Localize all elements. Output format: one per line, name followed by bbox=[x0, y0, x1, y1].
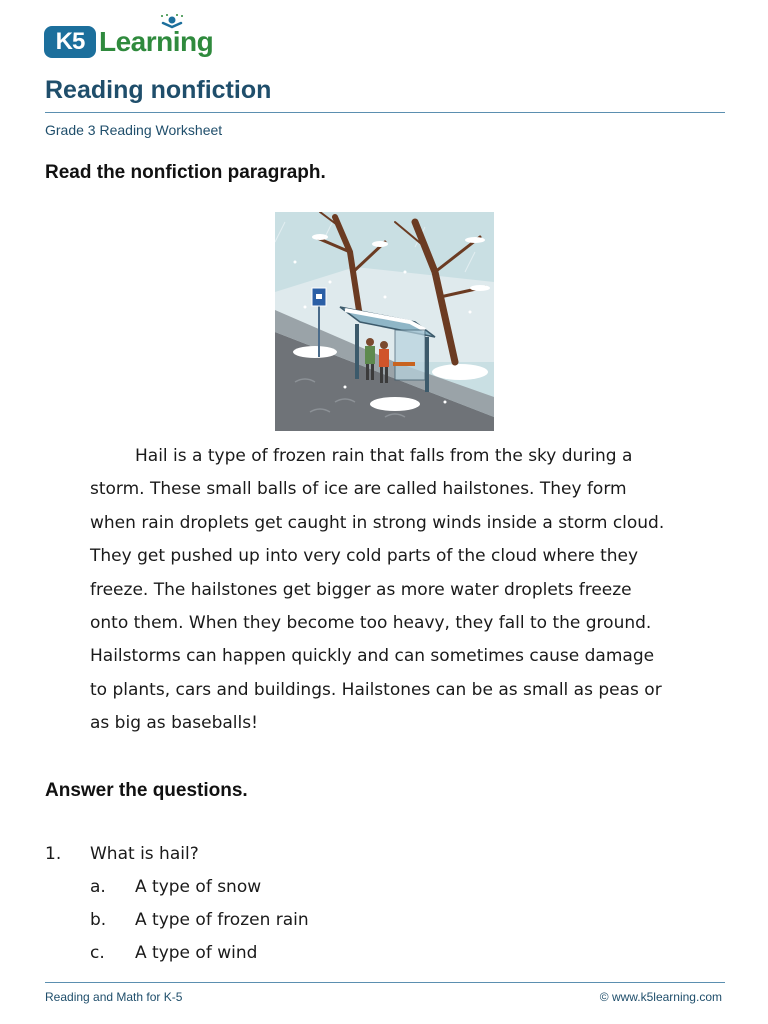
option-text: A type of frozen rain bbox=[135, 910, 309, 930]
answer-option-a[interactable] bbox=[45, 871, 685, 904]
question-1 bbox=[45, 838, 685, 970]
option-text: A type of wind bbox=[135, 943, 258, 963]
answer-option-c[interactable] bbox=[45, 937, 685, 970]
header-divider bbox=[45, 112, 725, 113]
logo-wordmark: Learning bbox=[99, 26, 214, 57]
option-letter: c. bbox=[90, 943, 105, 963]
k5-learning-logo bbox=[44, 14, 219, 62]
page-title: Reading nonfiction bbox=[45, 76, 272, 104]
read-instruction: Read the nonfiction paragraph. bbox=[45, 162, 326, 183]
footer-divider bbox=[45, 982, 725, 983]
question-stem bbox=[45, 838, 685, 871]
logo-figure-icon bbox=[157, 14, 187, 36]
question-text: What is hail? bbox=[90, 844, 199, 864]
logo-badge: K5 bbox=[44, 26, 96, 58]
option-letter: a. bbox=[90, 877, 106, 897]
option-text: A type of snow bbox=[135, 877, 262, 897]
option-letter: b. bbox=[90, 910, 107, 930]
footer-website-link[interactable]: © www.k5learning.com bbox=[599, 990, 722, 1004]
nonfiction-paragraph: Hail is a type of frozen rain that falls from the sky during a storm. These small balls of ice are called hailstones. They form when rain droplets get caught in strong winds inside a storm cloud. They get pushed up into very cold parts of the cloud where they freeze. The hailstones get bigger as more water droplets freeze onto them. When they become too heavy, they fall to the ground. Hailstorms can happen quickly and can sometimes cause damage to plants, cars and buildings. Hailstones can be as small as peas or as big as baseballs! bbox=[90, 446, 665, 734]
answer-option-b[interactable] bbox=[45, 904, 685, 937]
footer-tagline: Reading and Math for K-5 bbox=[45, 990, 183, 1004]
answer-instruction: Answer the questions. bbox=[45, 780, 248, 801]
question-number: 1. bbox=[45, 844, 62, 864]
hailstorm-bus-stop-illustration bbox=[275, 212, 494, 431]
worksheet-subtitle: Grade 3 Reading Worksheet bbox=[45, 122, 223, 138]
